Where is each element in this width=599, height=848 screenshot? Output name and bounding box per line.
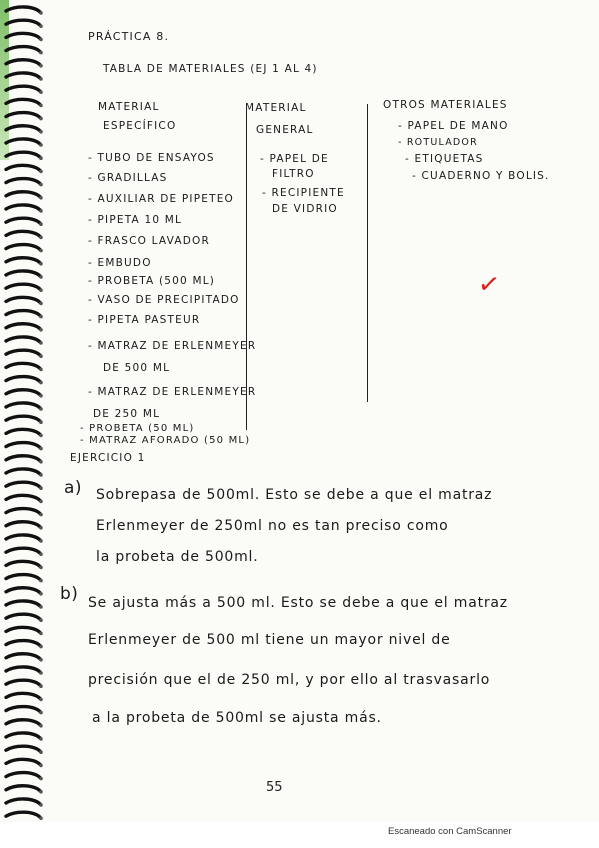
- list-item: - MATRAZ DE ERLENMEYER: [88, 340, 257, 352]
- teacher-check-mark: ✓: [476, 268, 502, 302]
- header-especifico-line2: ESPECÍFICO: [103, 120, 177, 132]
- list-item: DE VIDRIO: [272, 203, 338, 215]
- page-title: PRÁCTICA 8.: [88, 30, 170, 43]
- header-general-line1: MATERIAL: [245, 102, 307, 114]
- list-item: - AUXILIAR DE PIPETEO: [88, 193, 235, 205]
- answer-a-line: Erlenmeyer de 250ml no es tan preciso como: [96, 518, 449, 534]
- answer-a-line: Sobrepasa de 500ml. Esto se debe a que el matraz: [96, 487, 493, 503]
- list-item: - MATRAZ AFORADO (50 ML): [80, 435, 251, 446]
- answer-b-line: a la probeta de 500ml se ajusta más.: [92, 710, 382, 726]
- list-item: - VASO DE PRECIPITADO: [88, 294, 240, 306]
- list-item: DE 250 ML: [93, 408, 161, 420]
- header-general-line2: GENERAL: [256, 124, 314, 136]
- list-item: - PAPEL DE MANO: [398, 120, 509, 132]
- list-item: - FRASCO LAVADOR: [88, 235, 210, 247]
- list-item: - PIPETA 10 ML: [88, 214, 183, 226]
- column-divider-1: [246, 104, 247, 430]
- list-item: - ROTULADOR: [398, 137, 478, 148]
- answer-b-line: precisión que el de 250 ml, y por ello al trasvasarlo: [88, 672, 491, 688]
- table-title: TABLA DE MATERIALES (EJ 1 AL 4): [103, 63, 318, 75]
- answer-a-line: la probeta de 500ml.: [96, 549, 259, 565]
- exercise-title: EJERCICIO 1: [70, 452, 146, 464]
- list-item: DE 500 ML: [103, 362, 171, 374]
- list-item: - PROBETA (500 ML): [88, 275, 216, 287]
- answer-b-line: Se ajusta más a 500 ml. Esto se debe a que el matraz: [88, 595, 508, 611]
- list-item: - MATRAZ DE ERLENMEYER: [88, 386, 257, 398]
- list-item: - ETIQUETAS: [405, 153, 484, 165]
- list-item: FILTRO: [272, 168, 315, 180]
- spiral-binding: [0, 0, 60, 822]
- list-item: - CUADERNO Y BOLIS.: [412, 170, 550, 182]
- header-otros: OTROS MATERIALES: [383, 99, 508, 111]
- list-item: - EMBUDO: [88, 257, 152, 269]
- answer-b-label: b): [60, 584, 79, 604]
- list-item: - PIPETA PASTEUR: [88, 314, 201, 326]
- column-divider-2: [367, 104, 368, 402]
- list-item: - RECIPIENTE: [262, 187, 345, 199]
- list-item: - PAPEL DE: [260, 153, 329, 165]
- header-especifico-line1: MATERIAL: [98, 101, 160, 113]
- answer-a-label: a): [64, 478, 83, 498]
- list-item: - PROBETA (50 ML): [80, 423, 195, 434]
- page-number: 55: [266, 780, 283, 795]
- scanner-watermark: Escaneado con CamScanner: [388, 826, 512, 837]
- list-item: - TUBO DE ENSAYOS: [88, 152, 215, 164]
- answer-b-line: Erlenmeyer de 500 ml tiene un mayor nivel de: [88, 632, 451, 648]
- list-item: - GRADILLAS: [88, 172, 168, 184]
